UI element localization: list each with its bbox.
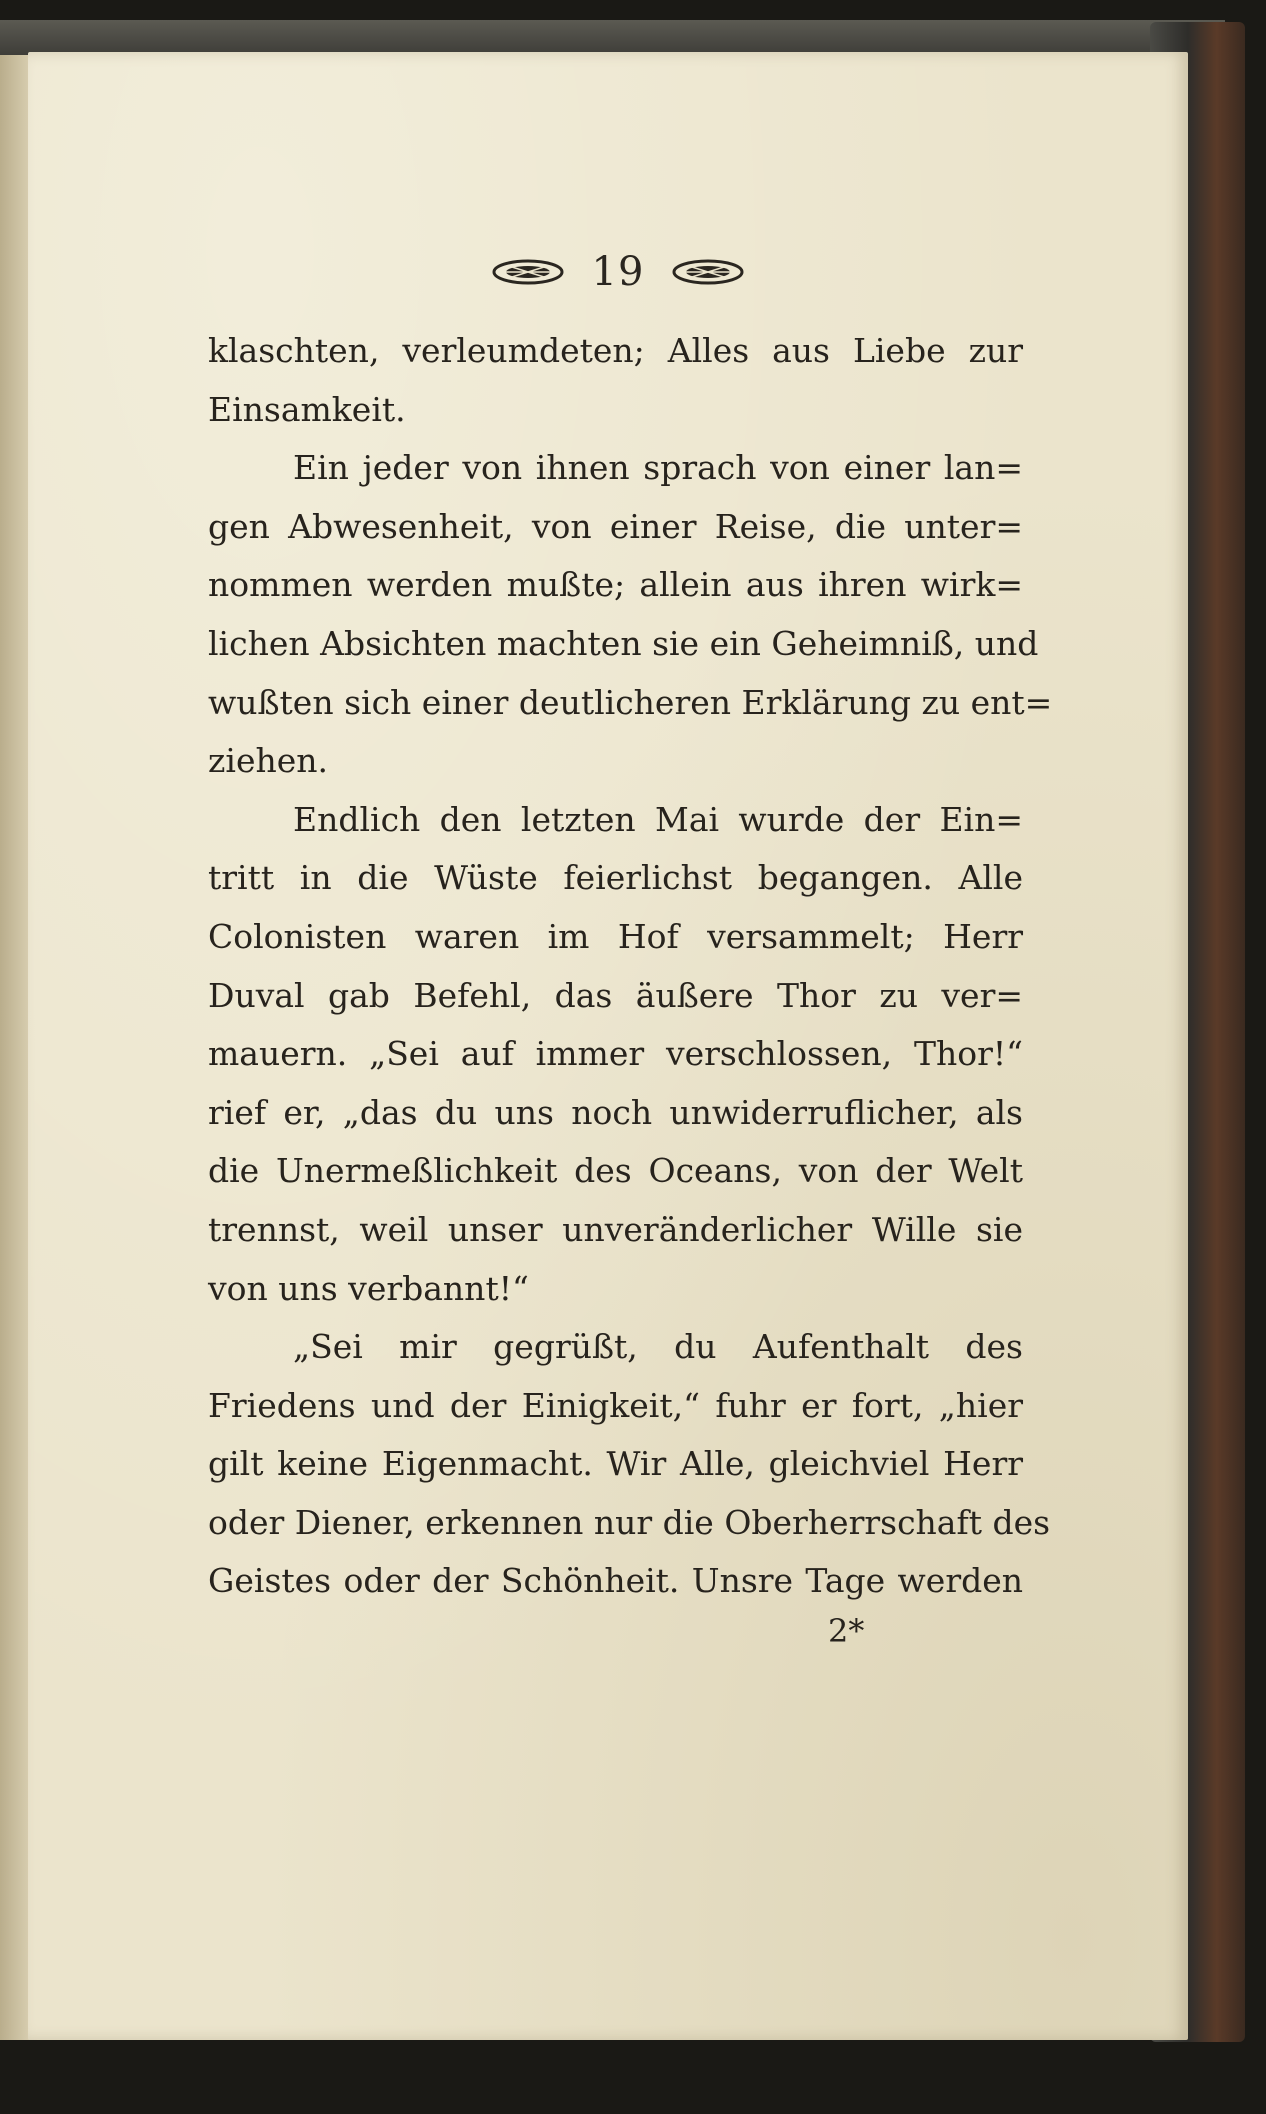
text-line: mauern. „Sei auf immer verschlossen, Thor!“ — [208, 1034, 1023, 1074]
page-number: 19 — [591, 249, 645, 295]
text-line: Geistes oder der Schönheit. Unsre Tage werden — [208, 1561, 1023, 1601]
text-line: ziehen. — [208, 741, 328, 781]
body-text — [208, 322, 1053, 1611]
signature-mark: 2* — [828, 1612, 865, 1650]
text-line: Friedens und der Einigkeit,“ fuhr er fort, „hier — [208, 1385, 1023, 1425]
text-line: wußten sich einer deutlicheren Erklärung zu ent= — [208, 682, 1053, 722]
text-line: Ein jeder von ihnen sprach von einer lan= — [293, 448, 1023, 488]
text-line: klaschten, verleumdeten; Alles aus Liebe zur — [208, 331, 1023, 370]
text-line: gen Abwesenheit, von einer Reise, die unter= — [208, 506, 1023, 546]
book-left-edge — [0, 55, 30, 2040]
text-line: Duval gab Befehl, das äußere Thor zu ver= — [208, 975, 1023, 1015]
page-header — [458, 242, 778, 302]
text-line: oder Diener, erkennen nur die Oberherrschaft des — [208, 1502, 1051, 1542]
text-line: Colonisten waren im Hof versammelt; Herr — [208, 916, 1023, 956]
text-line: Endlich den letzten Mai wurde der Ein= — [293, 799, 1023, 839]
text-line: trennst, weil unser unveränderlicher Wille sie — [208, 1209, 1023, 1249]
text-line: die Unermeßlichkeit des Oceans, von der Welt — [208, 1151, 1023, 1191]
text-line: „Sei mir gegrüßt, du Aufenthalt des — [293, 1327, 1023, 1367]
text-line: von uns verbannt!“ — [208, 1268, 529, 1308]
text-line: Einsamkeit. — [208, 389, 406, 429]
text-line: nommen werden mußte; allein aus ihren wirk= — [208, 565, 1023, 605]
text-line: tritt in die Wüste feierlichst begangen. Alle — [208, 858, 1023, 898]
text-line: lichen Absichten machten sie ein Geheimniß, und — [208, 623, 1039, 663]
left-ornament-icon — [492, 257, 564, 287]
text-line: gilt keine Eigenmacht. Wir Alle, gleichviel Herr — [208, 1444, 1023, 1484]
text-line: rief er, „das du uns noch unwiderruflicher, als — [208, 1092, 1023, 1132]
book-page — [28, 52, 1188, 2040]
right-ornament-icon — [672, 257, 744, 287]
